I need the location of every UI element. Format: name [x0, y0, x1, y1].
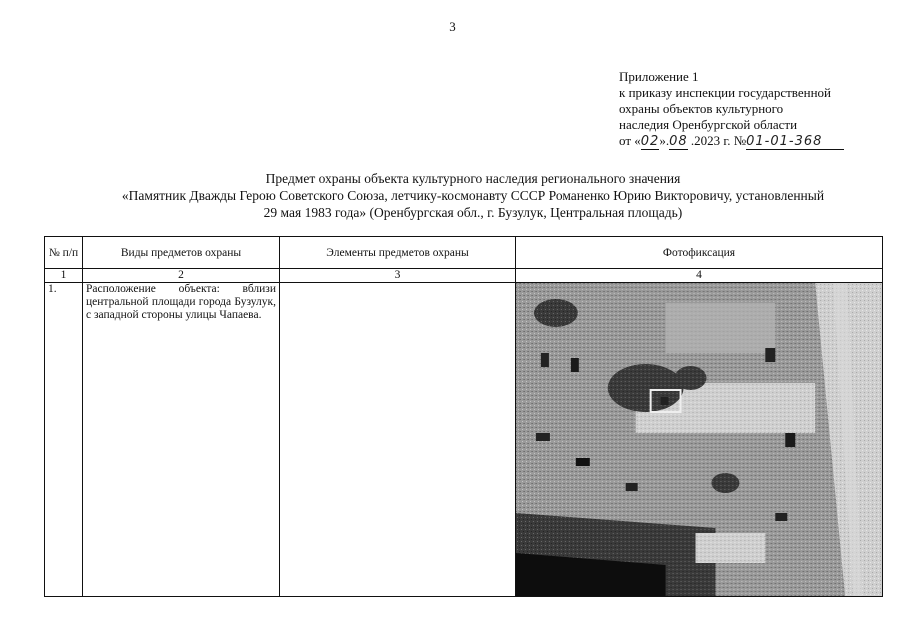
date-mid: ».: [659, 133, 670, 148]
date-month-handwritten: 08: [669, 134, 688, 149]
col-num-1: 1: [45, 269, 83, 283]
appendix-line-2: к приказу инспекции государственной: [619, 85, 831, 100]
title-line-2: «Памятник Дважды Герою Советского Союза, летчику-космонавту СССР Романенко Юрию Викторовичу, установленный: [121, 188, 825, 203]
appendix-block: [619, 69, 844, 150]
col-num-2: 2: [83, 269, 280, 283]
appendix-line-1: Приложение 1: [619, 69, 699, 84]
row-number: 1.: [45, 283, 83, 597]
row-kind-description: Расположение объекта: вблизи центральной площади города Бузулук, с западной стороны улицы Чапаева.: [83, 283, 280, 597]
table-header-row: [45, 237, 883, 269]
date-prefix: от «: [619, 133, 641, 148]
document-title: [40, 170, 905, 221]
row-photo-cell: [516, 283, 883, 597]
date-suffix: .2023 г. №: [687, 133, 747, 148]
aerial-photo: [516, 283, 882, 596]
header-photo: Фотофиксация: [516, 237, 883, 269]
title-line-3: 29 мая 1983 года» (Оренбургская обл., г. Бузулук, Центральная площадь): [263, 205, 683, 220]
date-day-handwritten: 02: [640, 134, 660, 149]
order-date-line: [619, 133, 844, 150]
table-row: [45, 283, 883, 597]
appendix-line-4: наследия Оренбургской области: [619, 117, 798, 132]
header-number: № п/п: [45, 237, 83, 269]
col-num-4: 4: [516, 269, 883, 283]
header-elements: Элементы предметов охраны: [280, 237, 516, 269]
header-kinds: Виды предметов охраны: [83, 237, 280, 269]
page-number: 3: [449, 19, 456, 34]
column-number-row: [45, 269, 883, 283]
order-number-handwritten: 01-01-368: [746, 134, 844, 150]
appendix-line-3: охраны объектов культурного: [619, 101, 784, 116]
row-elements: [280, 283, 516, 597]
title-line-1: Предмет охраны объекта культурного наследия регионального значения: [265, 171, 681, 186]
protection-table: [44, 236, 883, 597]
col-num-3: 3: [280, 269, 516, 283]
